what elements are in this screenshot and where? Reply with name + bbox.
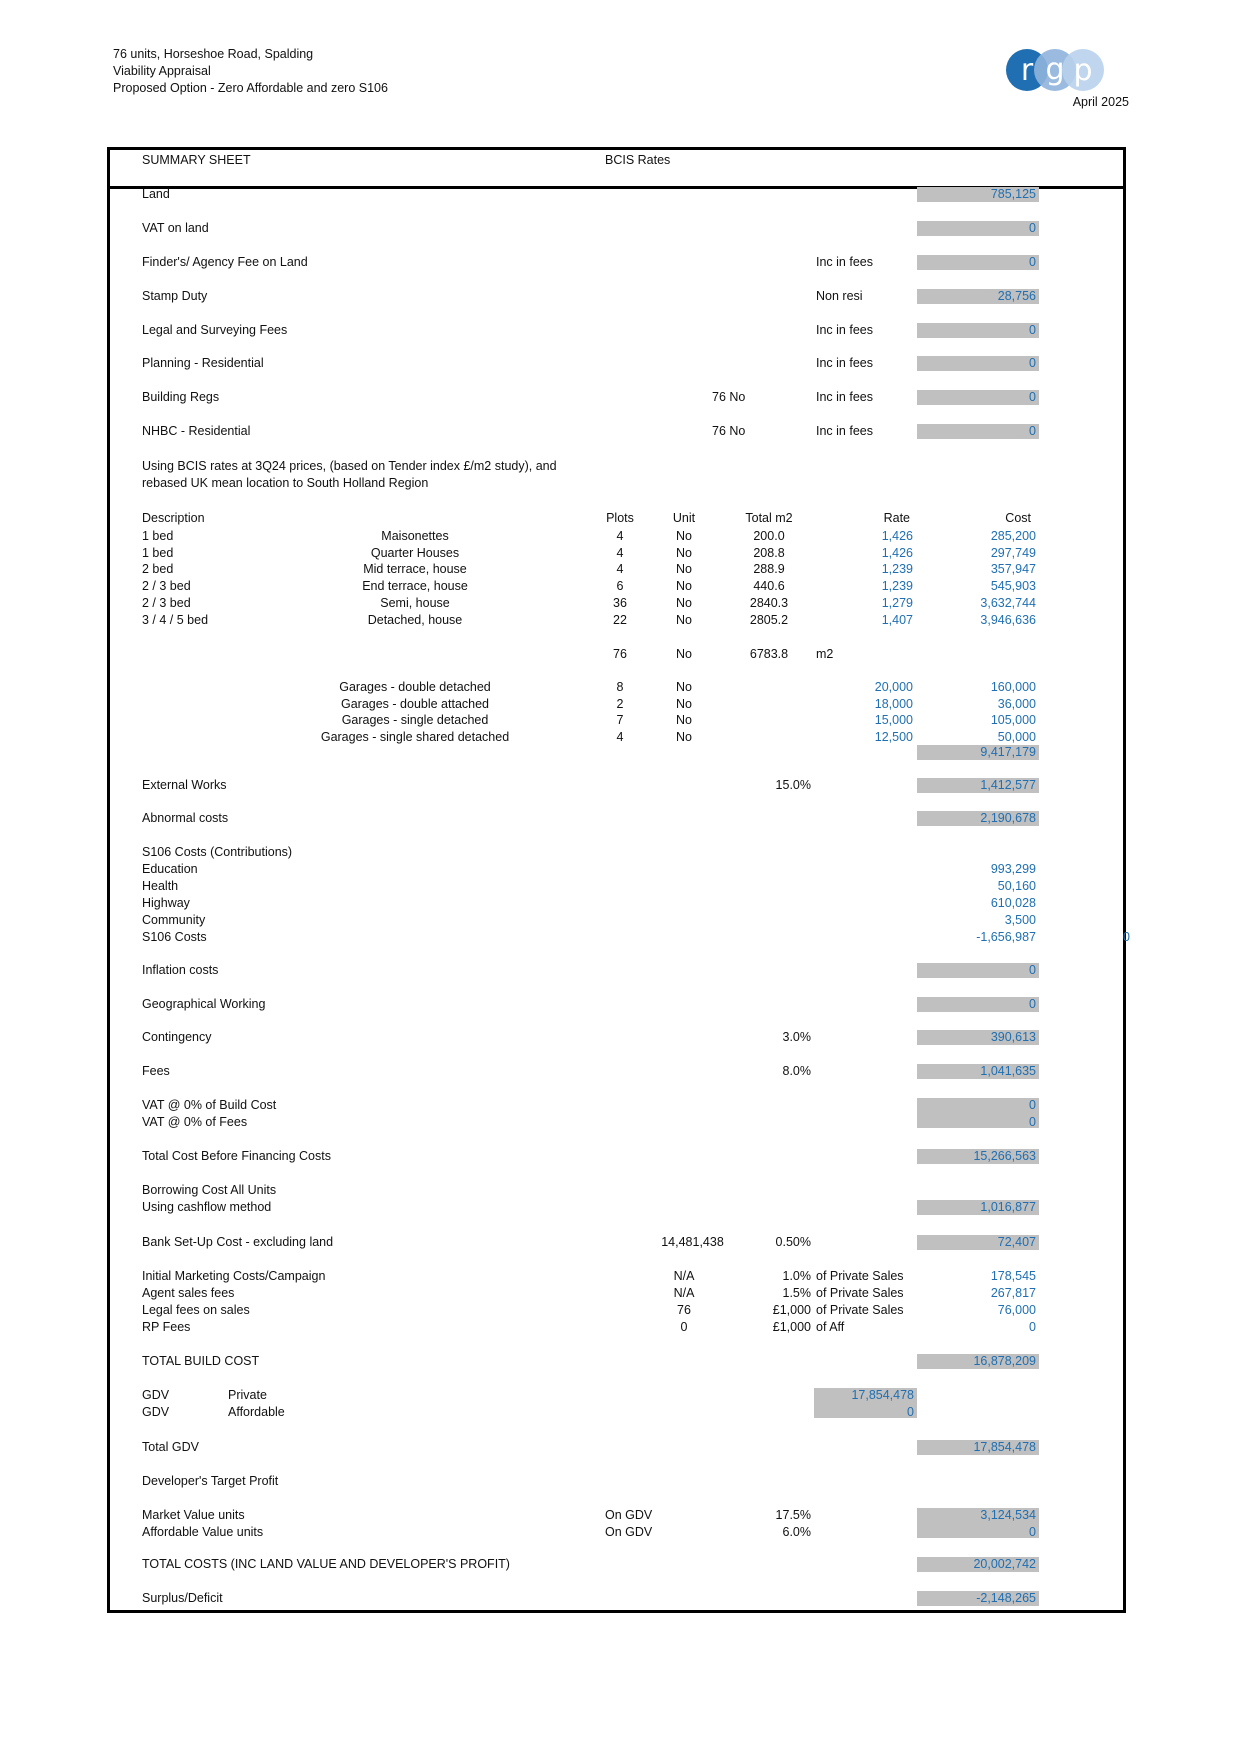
report-date: April 2025 [1072, 95, 1129, 109]
land-item-label: Legal and Surveying Fees [142, 323, 288, 337]
sheet-subtitle: BCIS Rates [605, 153, 671, 167]
unit-row-desc: 1 bed [142, 529, 174, 543]
sales-cost-qty: N/A [673, 1286, 695, 1300]
bcis-note-line2: rebased UK mean location to South Holland Region [142, 476, 429, 490]
total-gdv-value: 17,854,478 [973, 1440, 1036, 1454]
unit-row-cost: 545,903 [990, 579, 1036, 594]
total-costs-value: 20,002,742 [973, 1557, 1036, 1571]
unit-row-rate: 1,239 [881, 579, 913, 594]
sales-cost-qty: 76 [677, 1303, 691, 1317]
land-item-value: 0 [1029, 424, 1036, 438]
land-item-note: Inc in fees [816, 390, 873, 404]
profit-item-label: Market Value units [142, 1508, 245, 1522]
borrowing-cost: Using cashflow method [142, 1200, 272, 1214]
total-m2-unit: m2 [816, 647, 834, 661]
contingency: Contingency [142, 1030, 212, 1044]
s106-item-value: -1,656,987 [976, 930, 1036, 944]
profit-item-value: 0 [1029, 1525, 1036, 1539]
unit-row-rate: 1,279 [881, 595, 913, 610]
total-build-cost: TOTAL BUILD COST [142, 1354, 260, 1368]
total-costs: TOTAL COSTS (INC LAND VALUE AND DEVELOPER'S PROFIT) [142, 1557, 510, 1571]
profit-heading: Developer's Target Profit [142, 1474, 279, 1488]
gdv-value: 17,854,478 [851, 1388, 914, 1402]
fees-value: 1,041,635 [980, 1064, 1036, 1078]
unit-row-unit: No [676, 595, 692, 610]
unit-row-plots: 6 [616, 579, 624, 594]
unit-row-plots: 4 [616, 545, 624, 560]
unit-row-unit: No [676, 545, 692, 560]
unit-row-rate: 1,239 [881, 562, 913, 577]
land-item-label: VAT on land [142, 221, 209, 235]
svg-text:p: p [1073, 53, 1093, 88]
bank-setup: Bank Set-Up Cost - excluding land [142, 1235, 334, 1249]
garage-unit: No [676, 730, 692, 745]
garage-type: Garages - double detached [339, 680, 491, 694]
external-works: External Works [142, 778, 227, 792]
unit-row-plots: 4 [616, 562, 624, 577]
unit-row-rate: 1,407 [881, 612, 913, 627]
gdv-label: GDV [142, 1405, 170, 1419]
profit-item-basis: On GDV [605, 1508, 653, 1522]
unit-row-desc: 1 bed [142, 545, 174, 560]
unit-row-m2: 2805.2 [749, 612, 789, 627]
col-header-rate: Rate [883, 511, 910, 525]
sales-cost-rate: £1,000 [772, 1303, 811, 1317]
sales-cost-value: 178,545 [990, 1269, 1036, 1283]
land-item-value: 0 [1029, 255, 1036, 269]
garage-unit: No [676, 713, 692, 728]
profit-item-value: 3,124,534 [980, 1508, 1036, 1522]
vat-build-label: VAT @ 0% of Build Cost [142, 1098, 277, 1112]
bank-base: 14,481,438 [661, 1235, 724, 1249]
garage-unit: No [676, 696, 692, 711]
land-item-note: Non resi [816, 289, 863, 303]
unit-row-unit: No [676, 579, 692, 594]
s106-item-value: 610,028 [990, 896, 1036, 910]
summary-pct: 15.0% [775, 778, 811, 792]
s106-item-value: 3,500 [1004, 913, 1036, 927]
col-header-total-m2: Total m2 [745, 511, 793, 525]
unit-row-m2: 2840.3 [749, 595, 789, 610]
garage-rate: 18,000 [874, 696, 913, 711]
abnormal-costs-value: 2,190,678 [980, 811, 1036, 825]
geographical-working-value: 0 [1029, 997, 1036, 1011]
unit-row-type: Mid terrace, house [363, 562, 467, 577]
report-option: Proposed Option - Zero Affordable and zero S106 [113, 81, 388, 95]
sales-cost-basis: of Private Sales [816, 1286, 904, 1300]
external-works-value: 1,412,577 [980, 778, 1036, 792]
unit-row-cost: 297,749 [990, 545, 1036, 560]
inflation-costs-value: 0 [1029, 963, 1036, 977]
surplus-deficit-value: -2,148,265 [976, 1591, 1036, 1605]
gdv-value: 0 [907, 1405, 914, 1419]
build-subtotal-value: 9,417,179 [980, 745, 1036, 759]
unit-row-unit: No [676, 529, 692, 543]
summary-pct: 3.0% [782, 1030, 811, 1044]
fees: Fees [142, 1064, 170, 1078]
sales-cost-value: 0 [1029, 1320, 1036, 1334]
vat-build-value: 0 [1029, 1098, 1036, 1112]
borrowing-cost-value: 1,016,877 [980, 1200, 1036, 1214]
geographical-working: Geographical Working [142, 997, 266, 1011]
garage-rate: 12,500 [874, 730, 913, 745]
garage-type: Garages - single detached [341, 713, 489, 728]
total-before-finance: Total Cost Before Financing Costs [142, 1149, 331, 1163]
profit-item-pct: 6.0% [782, 1525, 811, 1539]
s106-item-label: Education [142, 862, 198, 876]
total-gdv: Total GDV [142, 1440, 199, 1454]
s106-right-value: 0 [1123, 930, 1130, 944]
unit-row-type: Maisonettes [381, 529, 449, 543]
unit-row-desc: 2 / 3 bed [142, 595, 191, 610]
land-item-label: Land [142, 187, 170, 201]
total-before-finance-value: 15,266,563 [973, 1149, 1036, 1163]
unit-row-plots: 36 [613, 595, 627, 610]
land-item-value: 0 [1029, 221, 1036, 235]
land-item-label: NHBC - Residential [142, 424, 251, 438]
sales-cost-rate: 1.5% [782, 1286, 811, 1300]
land-item-qty: 76 No [712, 424, 746, 438]
contingency-value: 390,613 [990, 1030, 1036, 1044]
land-item-note: Inc in fees [816, 323, 873, 337]
unit-row-unit: No [676, 612, 692, 627]
gdv-label: GDV [142, 1388, 170, 1402]
unit-row-type: Semi, house [380, 595, 450, 610]
land-item-label: Stamp Duty [142, 289, 208, 303]
unit-row-type: Detached, house [367, 612, 463, 627]
garage-rate: 15,000 [874, 713, 913, 728]
sales-cost-basis: of Private Sales [816, 1269, 904, 1283]
garage-type: Garages - double attached [340, 696, 490, 711]
s106-heading: S106 Costs (Contributions) [142, 845, 293, 859]
borrowing-line1: Borrowing Cost All Units [142, 1183, 277, 1197]
report-subtitle: Viability Appraisal [113, 64, 211, 78]
sales-cost-value: 267,817 [990, 1286, 1036, 1300]
unit-row-unit: No [676, 562, 692, 577]
sales-cost-label: Agent sales fees [142, 1286, 235, 1300]
bcis-note-line1: Using BCIS rates at 3Q24 prices, (based on Tender index £/m2 study), and [142, 459, 557, 473]
unit-row-m2: 288.9 [753, 562, 785, 577]
unit-row-m2: 200.0 [753, 529, 785, 543]
svg-text:r: r [1020, 53, 1034, 88]
land-item-note: Inc in fees [816, 356, 873, 370]
unit-row-cost: 3,632,744 [980, 595, 1036, 610]
s106-item-value: 50,160 [997, 879, 1036, 893]
unit-row-cost: 285,200 [990, 529, 1036, 543]
total-build-cost-value: 16,878,209 [973, 1354, 1036, 1368]
unit-row-type: End terrace, house [362, 579, 468, 594]
profit-item-label: Affordable Value units [142, 1525, 264, 1539]
col-header-description: Description [142, 511, 205, 525]
svg-text:g: g [1045, 52, 1065, 87]
col-header-cost: Cost [1005, 511, 1031, 525]
land-item-value: 0 [1029, 390, 1036, 404]
report-title: 76 units, Horseshoe Road, Spalding [113, 47, 314, 61]
sales-cost-label: Initial Marketing Costs/Campaign [142, 1269, 326, 1283]
sheet-title: SUMMARY SHEET [142, 153, 251, 167]
sales-cost-value: 76,000 [997, 1303, 1036, 1317]
land-item-qty: 76 No [712, 390, 746, 404]
unit-row-desc: 3 / 4 / 5 bed [142, 612, 209, 627]
garage-qty: 7 [616, 713, 624, 728]
col-header-plots: Plots [606, 511, 634, 525]
summary-pct: 8.0% [782, 1064, 811, 1078]
land-item-value: 0 [1029, 323, 1036, 337]
garage-type: Garages - single shared detached [320, 730, 510, 745]
land-item-label: Building Regs [142, 390, 220, 404]
total-plots: 76 [613, 647, 627, 661]
land-item-note: Inc in fees [816, 255, 873, 269]
sales-cost-basis: of Private Sales [816, 1303, 904, 1317]
s106-item-value: 993,299 [990, 862, 1036, 876]
rgp-logo [1005, 48, 1105, 92]
unit-row-m2: 208.8 [753, 545, 785, 560]
vat-fees-value: 0 [1029, 1115, 1036, 1129]
total-m2: 6783.8 [749, 647, 789, 661]
col-header-unit: Unit [672, 511, 696, 525]
unit-row-rate: 1,426 [881, 545, 913, 560]
garage-cost: 105,000 [990, 713, 1036, 728]
unit-row-plots: 22 [613, 612, 627, 627]
profit-item-basis: On GDV [605, 1525, 653, 1539]
sales-cost-label: RP Fees [142, 1320, 191, 1334]
garage-cost: 50,000 [997, 730, 1036, 745]
land-item-label: Finder's/ Agency Fee on Land [142, 255, 308, 269]
vat-fees-label: VAT @ 0% of Fees [142, 1115, 248, 1129]
unit-row-plots: 4 [616, 529, 624, 543]
unit-row-desc: 2 bed [142, 562, 174, 577]
s106-item-label: Community [142, 913, 206, 927]
sales-cost-qty: 0 [680, 1320, 688, 1334]
gdv-type: Affordable [228, 1405, 285, 1419]
unit-row-rate: 1,426 [881, 529, 913, 543]
sales-cost-label: Legal fees on sales [142, 1303, 250, 1317]
unit-row-cost: 3,946,636 [980, 612, 1036, 627]
gdv-type: Private [228, 1388, 267, 1402]
bank-setup-value: 72,407 [997, 1235, 1036, 1249]
unit-row-desc: 2 / 3 bed [142, 579, 191, 594]
inflation-costs: Inflation costs [142, 963, 219, 977]
garage-qty: 2 [616, 696, 624, 711]
land-item-value: 0 [1029, 356, 1036, 370]
land-item-value: 785,125 [990, 187, 1036, 201]
s106-item-label: Highway [142, 896, 190, 910]
sales-cost-rate: £1,000 [772, 1320, 811, 1334]
garage-rate: 20,000 [874, 680, 913, 694]
garage-qty: 4 [616, 730, 624, 745]
summary-pct: 0.50% [775, 1235, 811, 1249]
sales-cost-rate: 1.0% [782, 1269, 811, 1283]
profit-item-pct: 17.5% [775, 1508, 811, 1522]
garage-unit: No [676, 680, 692, 694]
garage-qty: 8 [616, 680, 624, 694]
s106-item-label: S106 Costs [142, 930, 207, 944]
sales-cost-qty: N/A [673, 1269, 695, 1283]
unit-row-cost: 357,947 [990, 562, 1036, 577]
unit-row-m2: 440.6 [753, 579, 785, 594]
s106-item-label: Health [142, 879, 179, 893]
land-item-value: 28,756 [997, 289, 1036, 303]
surplus-deficit: Surplus/Deficit [142, 1591, 223, 1605]
land-item-note: Inc in fees [816, 424, 873, 438]
land-item-label: Planning - Residential [142, 356, 264, 370]
total-unit: No [676, 647, 692, 661]
garage-cost: 36,000 [997, 696, 1036, 711]
sales-cost-basis: of Aff [816, 1320, 845, 1334]
garage-cost: 160,000 [990, 680, 1036, 694]
unit-row-type: Quarter Houses [370, 545, 460, 560]
abnormal-costs: Abnormal costs [142, 811, 229, 825]
